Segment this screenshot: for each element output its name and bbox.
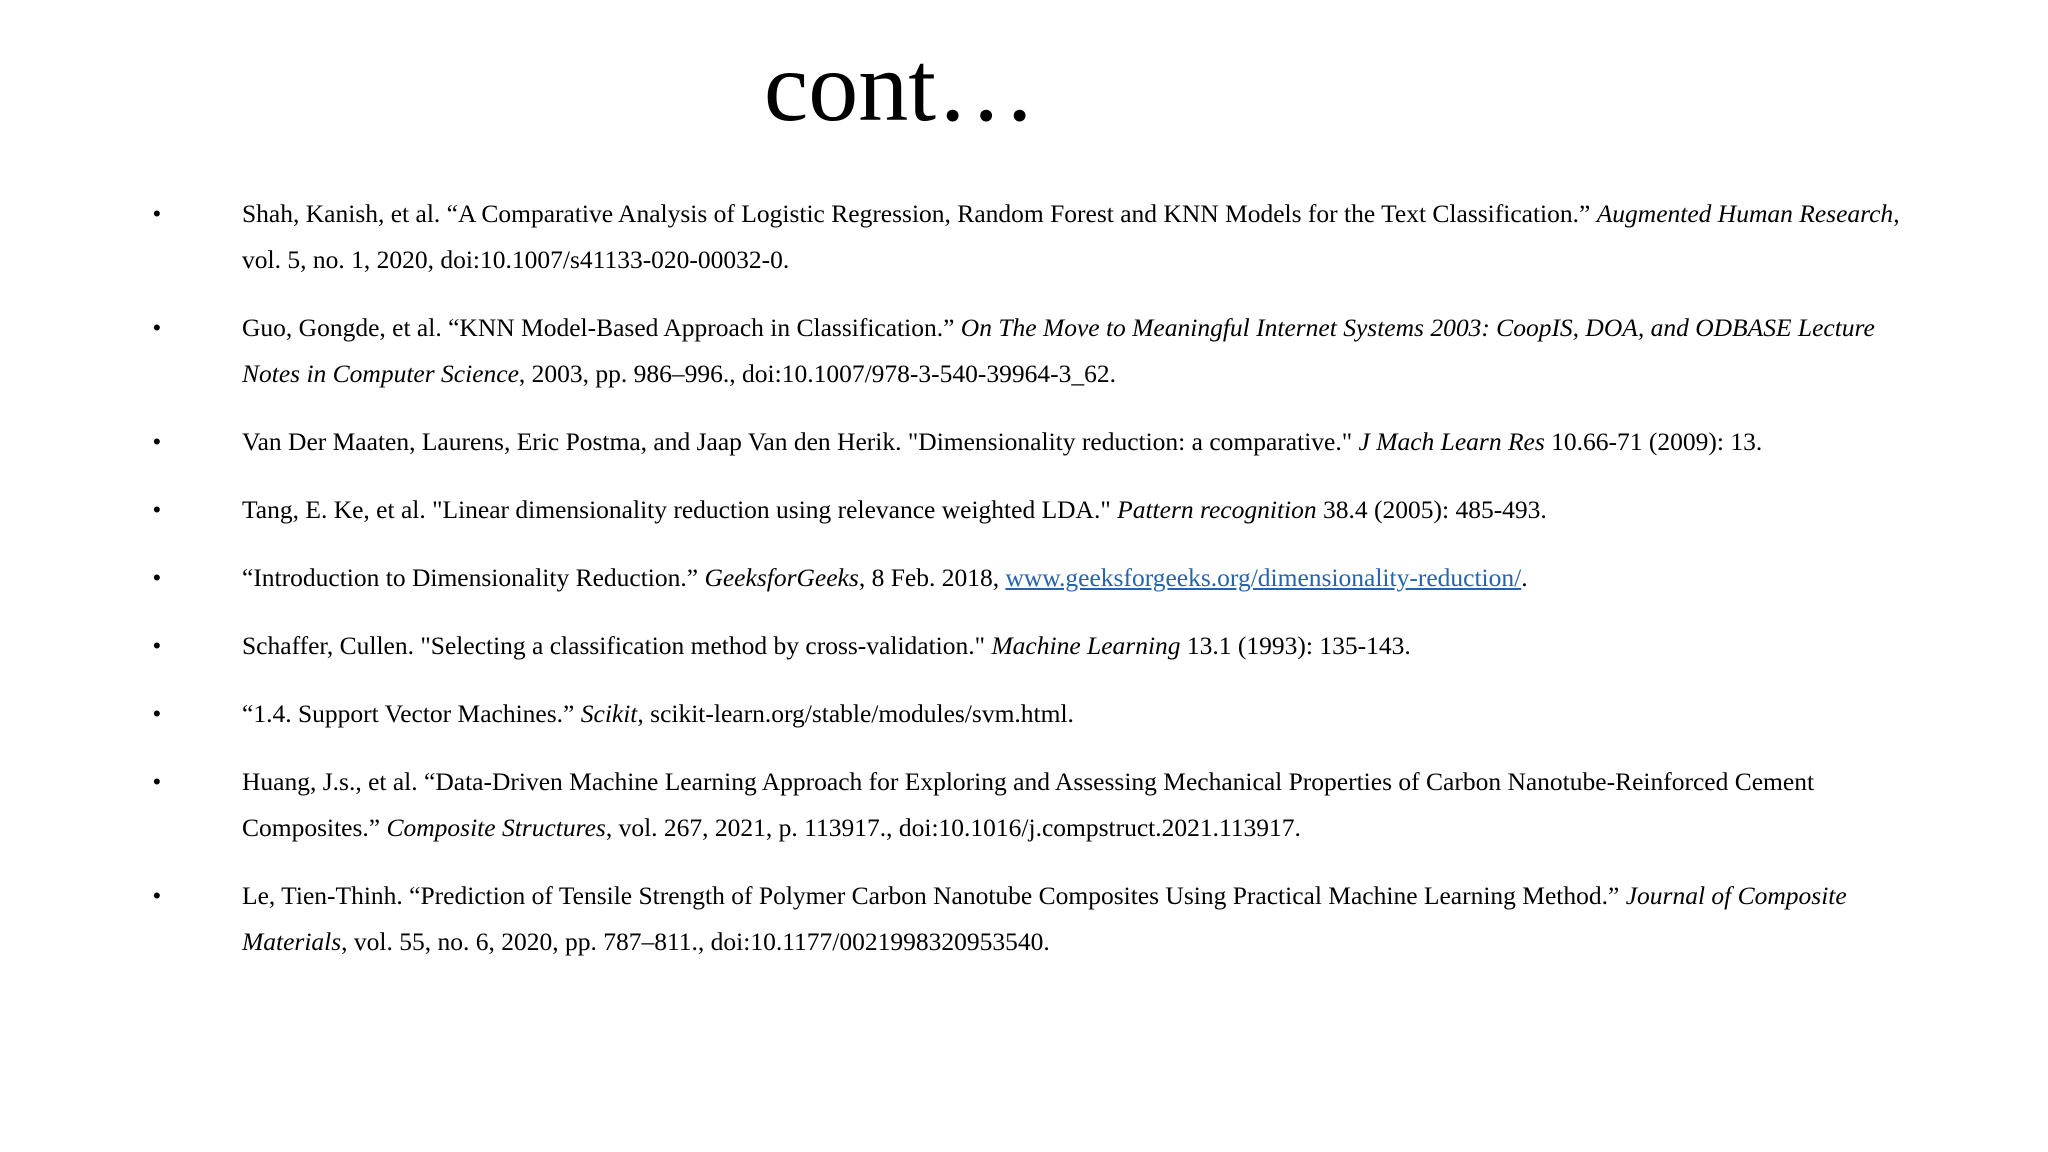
reference-source: Pattern recognition (1117, 495, 1317, 524)
reference-details: , scikit-learn.org/stable/modules/svm.html. (637, 699, 1074, 728)
reference-text: “1.4. Support Vector Machines.” (242, 699, 581, 728)
reference-source: J Mach Learn Res (1358, 427, 1545, 456)
reference-text: Tang, E. Ke, et al. "Linear dimensionality reduction using relevance weighted LDA." (242, 495, 1118, 524)
reference-details: 13.1 (1993): 135-143. (1180, 631, 1411, 660)
reference-source: Machine Learning (991, 631, 1181, 660)
reference-item (150, 419, 1910, 465)
reference-source: GeeksforGeeks (704, 563, 859, 592)
reference-source: Composite Structures (386, 813, 606, 842)
reference-details: , 2003, pp. 986–996., doi:10.1007/978-3-540-39964-3_62. (518, 359, 1117, 388)
bullet-icon: • (153, 315, 161, 340)
reference-source: On The Move to Meaningful Internet Systems 2003: CoopIS, DOA, and ODBASE Lecture Notes in Computer Science (242, 313, 1875, 388)
reference-item (150, 487, 1910, 533)
reference-details: , 8 Feb. 2018, (858, 563, 1006, 592)
bullet-icon: • (153, 633, 161, 658)
slide-title: cont… (763, 31, 1037, 142)
reference-text: Guo, Gongde, et al. “KNN Model-Based Approach in Classification.” (242, 313, 961, 342)
reference-details: , vol. 267, 2021, p. 113917., doi:10.1016/j.compstruct.2021.113917. (605, 813, 1301, 842)
bullet-icon: • (153, 701, 161, 726)
reference-text: Van Der Maaten, Laurens, Eric Postma, and Jaap Van den Herik. "Dimensionality reduction: a comparative." (242, 427, 1359, 456)
reference-text: “Introduction to Dimensionality Reduction.” (242, 563, 705, 592)
reference-text: Huang, J.s., et al. “Data-Driven Machine Learning Approach for Exploring and Assessing Mechanical Properties of Carbon Nanotube-Reinforced Cement Composites.” (242, 767, 1815, 842)
bullet-icon: • (153, 497, 161, 522)
reference-item (150, 873, 1910, 965)
reference-trailing: . (1521, 563, 1528, 592)
bullet-icon: • (153, 883, 161, 908)
bullet-icon: • (153, 565, 161, 590)
reference-item (150, 305, 1910, 397)
reference-item (150, 759, 1910, 851)
reference-details: , vol. 5, no. 1, 2020, doi:10.1007/s41133-020-00032-0. (242, 199, 1900, 274)
reference-item (150, 555, 1910, 601)
reference-details: 38.4 (2005): 485-493. (1316, 495, 1547, 524)
bullet-icon: • (153, 769, 161, 794)
reference-source: Journal of Composite Materials (242, 881, 1847, 956)
bullet-icon: • (153, 429, 161, 454)
reference-item (150, 691, 1910, 737)
bullet-icon: • (153, 201, 161, 226)
reference-item (150, 191, 1910, 283)
reference-link[interactable]: www.geeksforgeeks.org/dimensionality-reduction/ (1005, 563, 1522, 592)
reference-source: Scikit (580, 699, 638, 728)
reference-text: Le, Tien-Thinh. “Prediction of Tensile Strength of Polymer Carbon Nanotube Composites Using Practical Machine Learning Method.” (242, 881, 1626, 910)
reference-list (150, 191, 1910, 987)
reference-details: , vol. 55, no. 6, 2020, pp. 787–811., doi:10.1177/0021998320953540. (341, 927, 1050, 956)
reference-source: Augmented Human Research (1596, 199, 1894, 228)
reference-details: 10.66-71 (2009): 13. (1544, 427, 1763, 456)
reference-text: Shah, Kanish, et al. “A Comparative Analysis of Logistic Regression, Random Forest and KNN Models for the Text Classification.” (242, 199, 1597, 228)
reference-text: Schaffer, Cullen. "Selecting a classification method by cross-validation." (242, 631, 992, 660)
reference-item (150, 623, 1910, 669)
